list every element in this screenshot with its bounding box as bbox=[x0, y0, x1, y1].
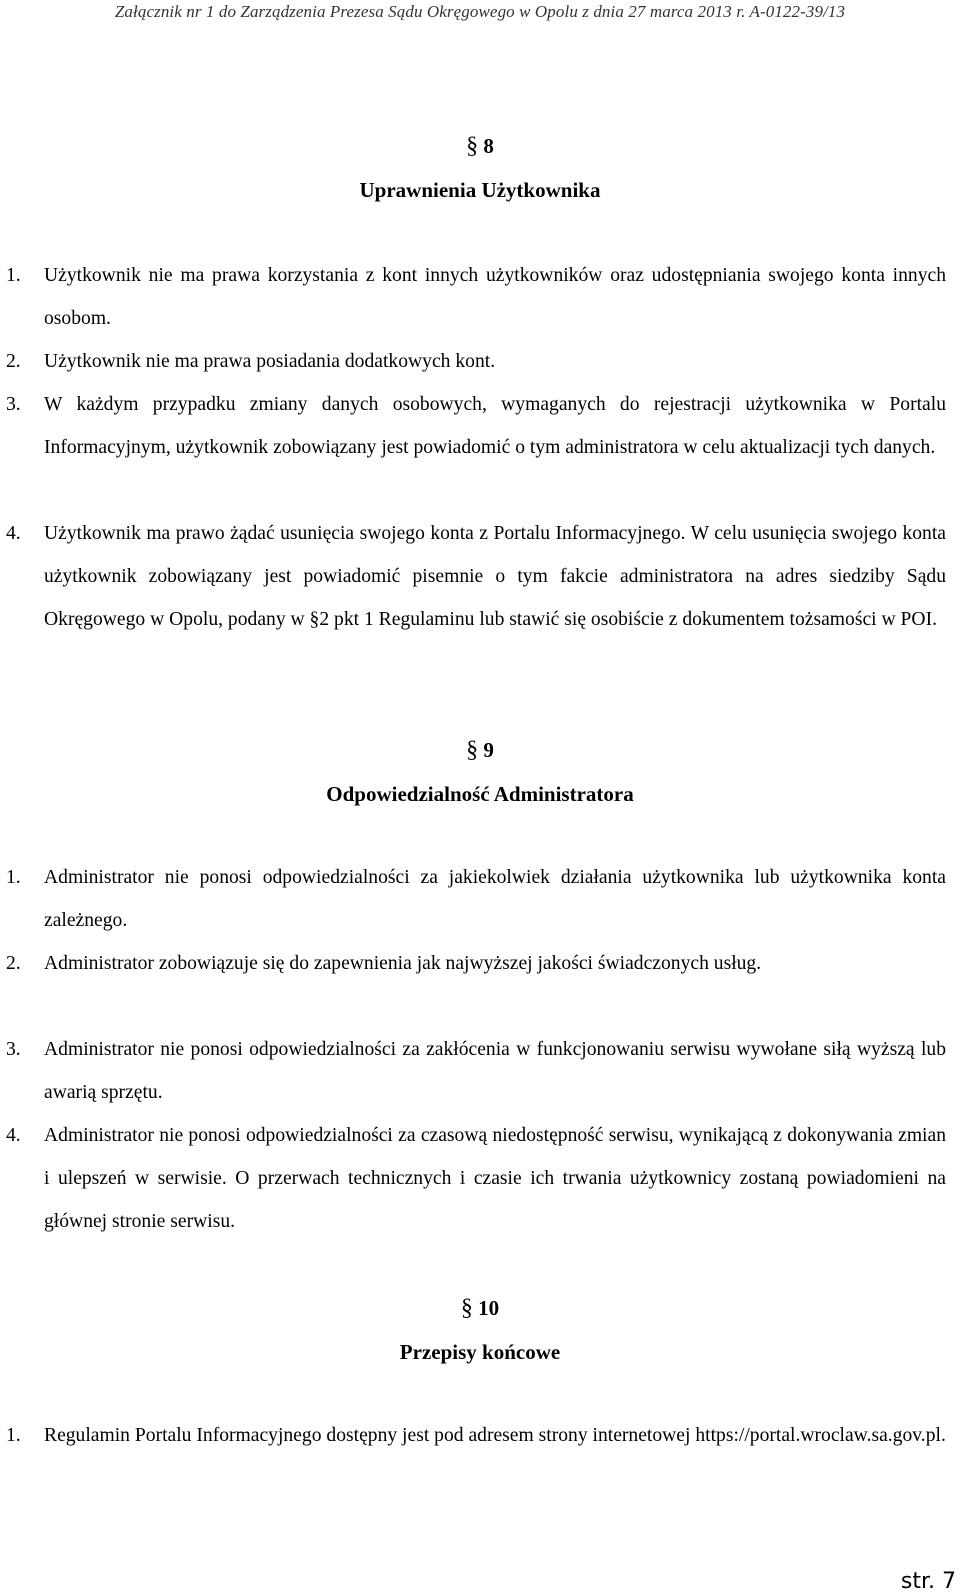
section-8-item-2 bbox=[6, 340, 946, 383]
section-number: 8 bbox=[483, 134, 494, 158]
section-8-item-1 bbox=[6, 254, 946, 340]
page-number: str. 7 bbox=[900, 1569, 956, 1594]
section-number: 10 bbox=[478, 1296, 500, 1320]
section-10-number bbox=[0, 1286, 960, 1330]
section-8-heading bbox=[0, 124, 960, 212]
item-number: 1. bbox=[6, 1425, 21, 1446]
page-header: Załącznik nr 1 do Zarządzenia Prezesa Sądu Okręgowego w Opolu z dnia 27 marca 2013 r. A-0122-39/13 bbox=[114, 2, 846, 21]
item-number: 4. bbox=[6, 1125, 21, 1146]
section-sign: § bbox=[466, 737, 479, 763]
item-number: 4. bbox=[6, 523, 21, 544]
section-8-title: Uprawnienia Użytkownika bbox=[359, 178, 601, 202]
section-8-item-4 bbox=[6, 512, 946, 641]
section-10-item-1 bbox=[6, 1414, 946, 1457]
section-9-heading bbox=[0, 728, 960, 816]
item-text: Administrator zobowiązuje się do zapewnienia jak najwyższej jakości świadczonych usług. bbox=[44, 953, 762, 974]
item-text: Administrator nie ponosi odpowiedzialności za jakiekolwiek działania użytkownika lub użytkownika konta zależnego. bbox=[44, 867, 946, 931]
item-text: Użytkownik ma prawo żądać usunięcia swojego konta z Portalu Informacyjnego. W celu usunięcia swojego konta użytkownik zobowiązany jest powiadomić pisemnie o tym fakcie administratora na adres siedziby Sądu Okręgowego w Opolu, podany w §2 pkt 1 Regulaminu lub stawić się osobiście z dokumentem tożsamości w POI. bbox=[44, 523, 946, 630]
section-8-number bbox=[0, 124, 960, 168]
item-number: 3. bbox=[6, 1039, 21, 1060]
section-9-item-3 bbox=[6, 1028, 946, 1114]
section-9-item-4 bbox=[6, 1114, 946, 1243]
item-text: Regulamin Portalu Informacyjnego dostępny jest pod adresem strony internetowej https://portal.wroclaw.sa.gov.pl. bbox=[44, 1425, 946, 1446]
section-sign: § bbox=[460, 1295, 473, 1321]
item-text: Użytkownik nie ma prawa posiadania dodatkowych kont. bbox=[44, 351, 496, 372]
section-9-number bbox=[0, 728, 960, 772]
item-number: 2. bbox=[6, 351, 21, 372]
item-number: 1. bbox=[6, 867, 21, 888]
section-sign: § bbox=[466, 133, 479, 159]
item-text: Administrator nie ponosi odpowiedzialności za zakłócenia w funkcjonowaniu serwisu wywołane siłą wyższą lub awarią sprzętu. bbox=[44, 1039, 946, 1103]
section-9-item-2 bbox=[6, 942, 946, 985]
item-text: W każdym przypadku zmiany danych osobowych, wymaganych do rejestracji użytkownika w Portalu Informacyjnym, użytkownik zobowiązany jest powiadomić o tym administratora w celu aktualizacji tych danych. bbox=[44, 394, 946, 458]
section-10-heading bbox=[0, 1286, 960, 1374]
item-number: 2. bbox=[6, 953, 21, 974]
section-9-item-1 bbox=[6, 856, 946, 942]
item-text: Użytkownik nie ma prawa korzystania z kont innych użytkowników oraz udostępniania swojego konta innych osobom. bbox=[44, 265, 946, 329]
section-number: 9 bbox=[483, 738, 494, 762]
section-8-item-3 bbox=[6, 383, 946, 469]
item-text: Administrator nie ponosi odpowiedzialności za czasową niedostępność serwisu, wynikającą z dokonywania zmian i ulepszeń w serwisie. O przerwach technicznych i czasie ich trwania użytkownicy zostaną powiadomieni na głównej stronie serwisu. bbox=[44, 1125, 946, 1232]
section-9-title: Odpowiedzialność Administratora bbox=[326, 782, 634, 806]
item-number: 1. bbox=[6, 265, 21, 286]
item-number: 3. bbox=[6, 394, 21, 415]
section-10-title: Przepisy końcowe bbox=[399, 1340, 561, 1364]
